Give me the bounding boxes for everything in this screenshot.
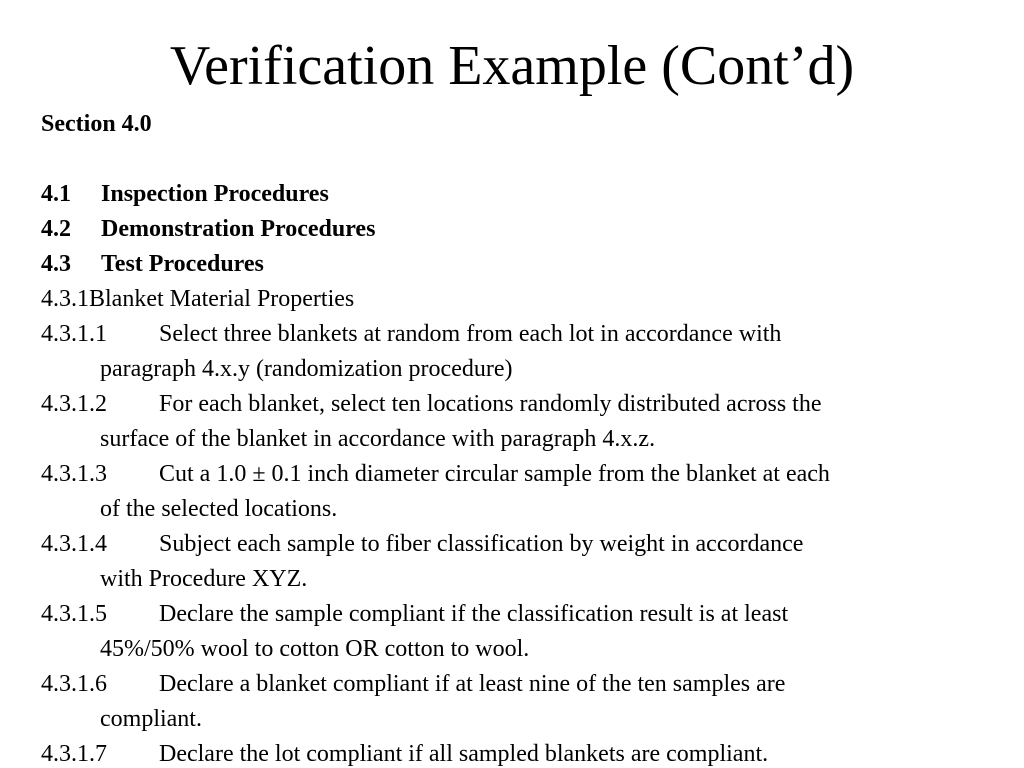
- heading-4-2: [41, 212, 1001, 247]
- slide-content: [41, 107, 1001, 768]
- paragraph-4-3-1-6: [41, 667, 1001, 737]
- paragraph-number: 4.3.1.4: [41, 531, 107, 557]
- paragraph-text: Declare the sample compliant if the classification result is at least: [159, 601, 789, 627]
- blank-line: [41, 142, 1001, 177]
- paragraph-4-3-1-4: [41, 527, 1001, 597]
- subheading-4-3-1: 4.3.1Blanket Material Properties: [41, 286, 355, 312]
- heading-number: 4.3: [41, 251, 71, 277]
- paragraph-continuation: compliant.: [100, 706, 202, 732]
- paragraph-number: 4.3.1.2: [41, 391, 107, 417]
- paragraph-continuation: surface of the blanket in accordance with paragraph 4.x.z.: [100, 426, 656, 452]
- paragraph-continuation: paragraph 4.x.y (randomization procedure): [100, 356, 513, 382]
- paragraph-text: Subject each sample to fiber classification by weight in accordance: [159, 531, 804, 557]
- paragraph-4-3-1-7: [41, 737, 1001, 768]
- heading-number: 4.2: [41, 216, 71, 242]
- paragraph-number: 4.3.1.7: [41, 741, 107, 767]
- paragraph-continuation: 45%/50% wool to cotton OR cotton to wool.: [100, 636, 530, 662]
- paragraph-text: Declare a blanket compliant if at least nine of the ten samples are: [159, 671, 786, 697]
- paragraph-continuation: with Procedure XYZ.: [100, 566, 308, 592]
- paragraph-number: 4.3.1.3: [41, 461, 107, 487]
- heading-number: 4.1: [41, 181, 71, 207]
- paragraph-4-3-1-3: [41, 457, 1001, 527]
- paragraph-number: 4.3.1.1: [41, 321, 107, 347]
- paragraph-number: 4.3.1.6: [41, 671, 107, 697]
- paragraph-4-3-1-1: [41, 317, 1001, 387]
- paragraph-4-3-1-5: [41, 597, 1001, 667]
- paragraph-text: Select three blankets at random from each lot in accordance with: [159, 321, 782, 347]
- slide-title: Verification Example (Cont’d): [169, 35, 855, 97]
- paragraph-4-3-1-2: [41, 387, 1001, 457]
- paragraph-text: For each blanket, select ten locations randomly distributed across the: [159, 391, 822, 417]
- heading-text: Test Procedures: [101, 251, 264, 277]
- paragraph-text: Cut a 1.0 ± 0.1 inch diameter circular sample from the blanket at each: [159, 461, 830, 487]
- paragraph-number: 4.3.1.5: [41, 601, 107, 627]
- heading-4-3: [41, 247, 1001, 282]
- heading-text: Demonstration Procedures: [101, 216, 376, 242]
- paragraph-text: Declare the lot compliant if all sampled blankets are compliant.: [159, 741, 769, 767]
- section-label: Section 4.0: [41, 111, 152, 137]
- heading-4-1: [41, 177, 1001, 212]
- paragraph-continuation: of the selected locations.: [100, 496, 338, 522]
- heading-text: Inspection Procedures: [101, 181, 329, 207]
